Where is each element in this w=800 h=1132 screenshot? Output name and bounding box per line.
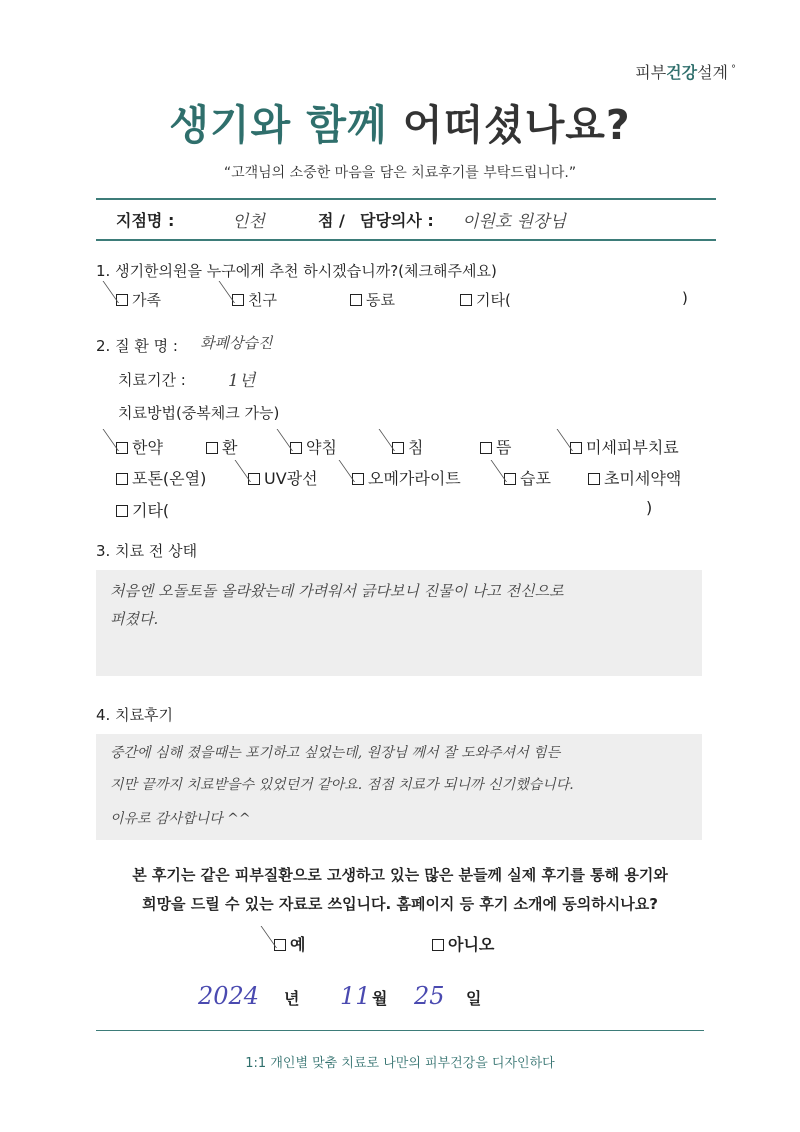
q2-period-value[interactable]: 1년 (228, 371, 256, 391)
doctor-value[interactable]: 이원호 원장님 (462, 212, 566, 232)
brand-degree: ° (731, 63, 736, 75)
method-pharmacopuncture[interactable]: 약침 (290, 435, 337, 458)
checkbox[interactable] (116, 473, 128, 485)
brand-logo (635, 60, 736, 83)
checkbox[interactable] (504, 473, 516, 485)
consent-yes[interactable]: 예 (274, 932, 305, 955)
consent-line-2: 희망을 드릴 수 있는 자료로 쓰입니다. 홈페이지 등 후기 소개에 동의하시나요? (142, 895, 658, 913)
q4-line-3: 이유로 감사합니다 ^^ (110, 811, 251, 827)
checkbox[interactable] (116, 442, 128, 454)
q4-answer-box[interactable] (96, 734, 702, 840)
method-moxibustion[interactable]: 뜸 (480, 435, 511, 458)
date-day[interactable]: 25 (414, 982, 445, 1010)
q1-option-colleague[interactable]: 동료 (350, 289, 395, 310)
brand-part2: 건강 (666, 63, 698, 82)
date-month-label: 월 (372, 989, 388, 1008)
method-compress[interactable]: 습포 (504, 466, 551, 489)
title-green: 생기와 함께 (169, 101, 403, 149)
checkbox[interactable] (248, 473, 260, 485)
q1-option-friend[interactable]: 친구 (232, 289, 277, 310)
q2-disease-label: 2. 질 환 명 : (96, 337, 178, 355)
method-uv[interactable]: UV광선 (248, 466, 318, 489)
divider-top (96, 198, 716, 200)
checkbox[interactable] (274, 939, 286, 951)
divider-branch (96, 239, 716, 241)
date-year[interactable]: 2024 (198, 982, 260, 1010)
checkbox[interactable] (206, 442, 218, 454)
checkbox[interactable] (352, 473, 364, 485)
method-other[interactable]: 기타( (116, 498, 169, 521)
q1-option-other[interactable]: 기타( (460, 289, 511, 310)
method-photon[interactable]: 포톤(온열) (116, 466, 206, 489)
date-month[interactable]: 11 (340, 982, 371, 1010)
method-other-close: ) (646, 498, 653, 517)
brand-part1: 피부 (635, 63, 667, 82)
q3-line-1: 처음엔 오돌토돌 올라왔는데 가려워서 긁다보니 진물이 나고 전신으로 (110, 582, 564, 600)
brand-part3: 설계 (697, 63, 728, 82)
checkbox[interactable] (116, 505, 128, 517)
branch-value[interactable]: 인천 (232, 212, 265, 232)
q3-title: 3. 치료 전 상태 (96, 542, 198, 560)
q4-line-1: 중간에 심해 졌을때는 포기하고 싶었는데, 원장님 께서 잘 도와주셔서 힘든 (110, 745, 561, 761)
doctor-label: 담당의사 : (360, 211, 434, 230)
title-dark: 어떠셨나요? (402, 101, 631, 149)
checkbox[interactable] (570, 442, 582, 454)
q2-period-label: 치료기간 : (118, 371, 186, 389)
q2-method-label: 치료방법(중복체크 가능) (118, 404, 280, 422)
checkbox[interactable] (392, 442, 404, 454)
page-title (0, 92, 800, 151)
checkbox[interactable] (460, 294, 472, 306)
date-year-label: 년 (284, 989, 300, 1008)
checkbox[interactable] (432, 939, 444, 951)
branch-label: 지점명 : (116, 211, 175, 230)
checkbox[interactable] (116, 294, 128, 306)
footer-slogan: 1:1 개인별 맞춤 치료로 나만의 피부건강을 디자인하다 (245, 1056, 555, 1071)
checkbox[interactable] (290, 442, 302, 454)
q4-line-2: 지만 끝까지 치료받을수 있었던거 같아요. 점점 치료가 되니까 신기했습니다. (110, 777, 574, 793)
checkbox[interactable] (588, 473, 600, 485)
method-micro-solution[interactable]: 초미세약액 (588, 466, 681, 489)
page-subtitle: “고객님의 소중한 마음을 담은 치료후기를 부탁드립니다.” (223, 165, 577, 181)
divider-footer (96, 1030, 704, 1031)
method-herbal[interactable]: 한약 (116, 435, 163, 458)
method-omega-light[interactable]: 오메가라이트 (352, 466, 461, 489)
q1-question: 1. 생기한의원을 누구에게 추천 하시겠습니까?(체크해주세요) (96, 262, 497, 280)
consent-no[interactable]: 아니오 (432, 932, 494, 955)
q1-option-family[interactable]: 가족 (116, 289, 161, 310)
q2-disease-value[interactable]: 화폐상습진 (200, 334, 273, 352)
consent-line-1: 본 후기는 같은 피부질환으로 고생하고 있는 많은 분들께 실제 후기를 통해 용기와 (132, 866, 668, 884)
method-pill[interactable]: 환 (206, 435, 237, 458)
checkbox[interactable] (232, 294, 244, 306)
method-micro-skin[interactable]: 미세피부치료 (570, 435, 679, 458)
date-day-label: 일 (466, 989, 482, 1008)
q4-title: 4. 치료후기 (96, 706, 174, 724)
method-acupuncture[interactable]: 침 (392, 435, 423, 458)
q3-line-2: 퍼졌다. (110, 610, 159, 628)
checkbox[interactable] (480, 442, 492, 454)
q3-answer-box[interactable] (96, 570, 702, 676)
checkbox[interactable] (350, 294, 362, 306)
q1-other-close: ) (682, 289, 688, 307)
branch-suffix: 점 / (318, 211, 345, 230)
